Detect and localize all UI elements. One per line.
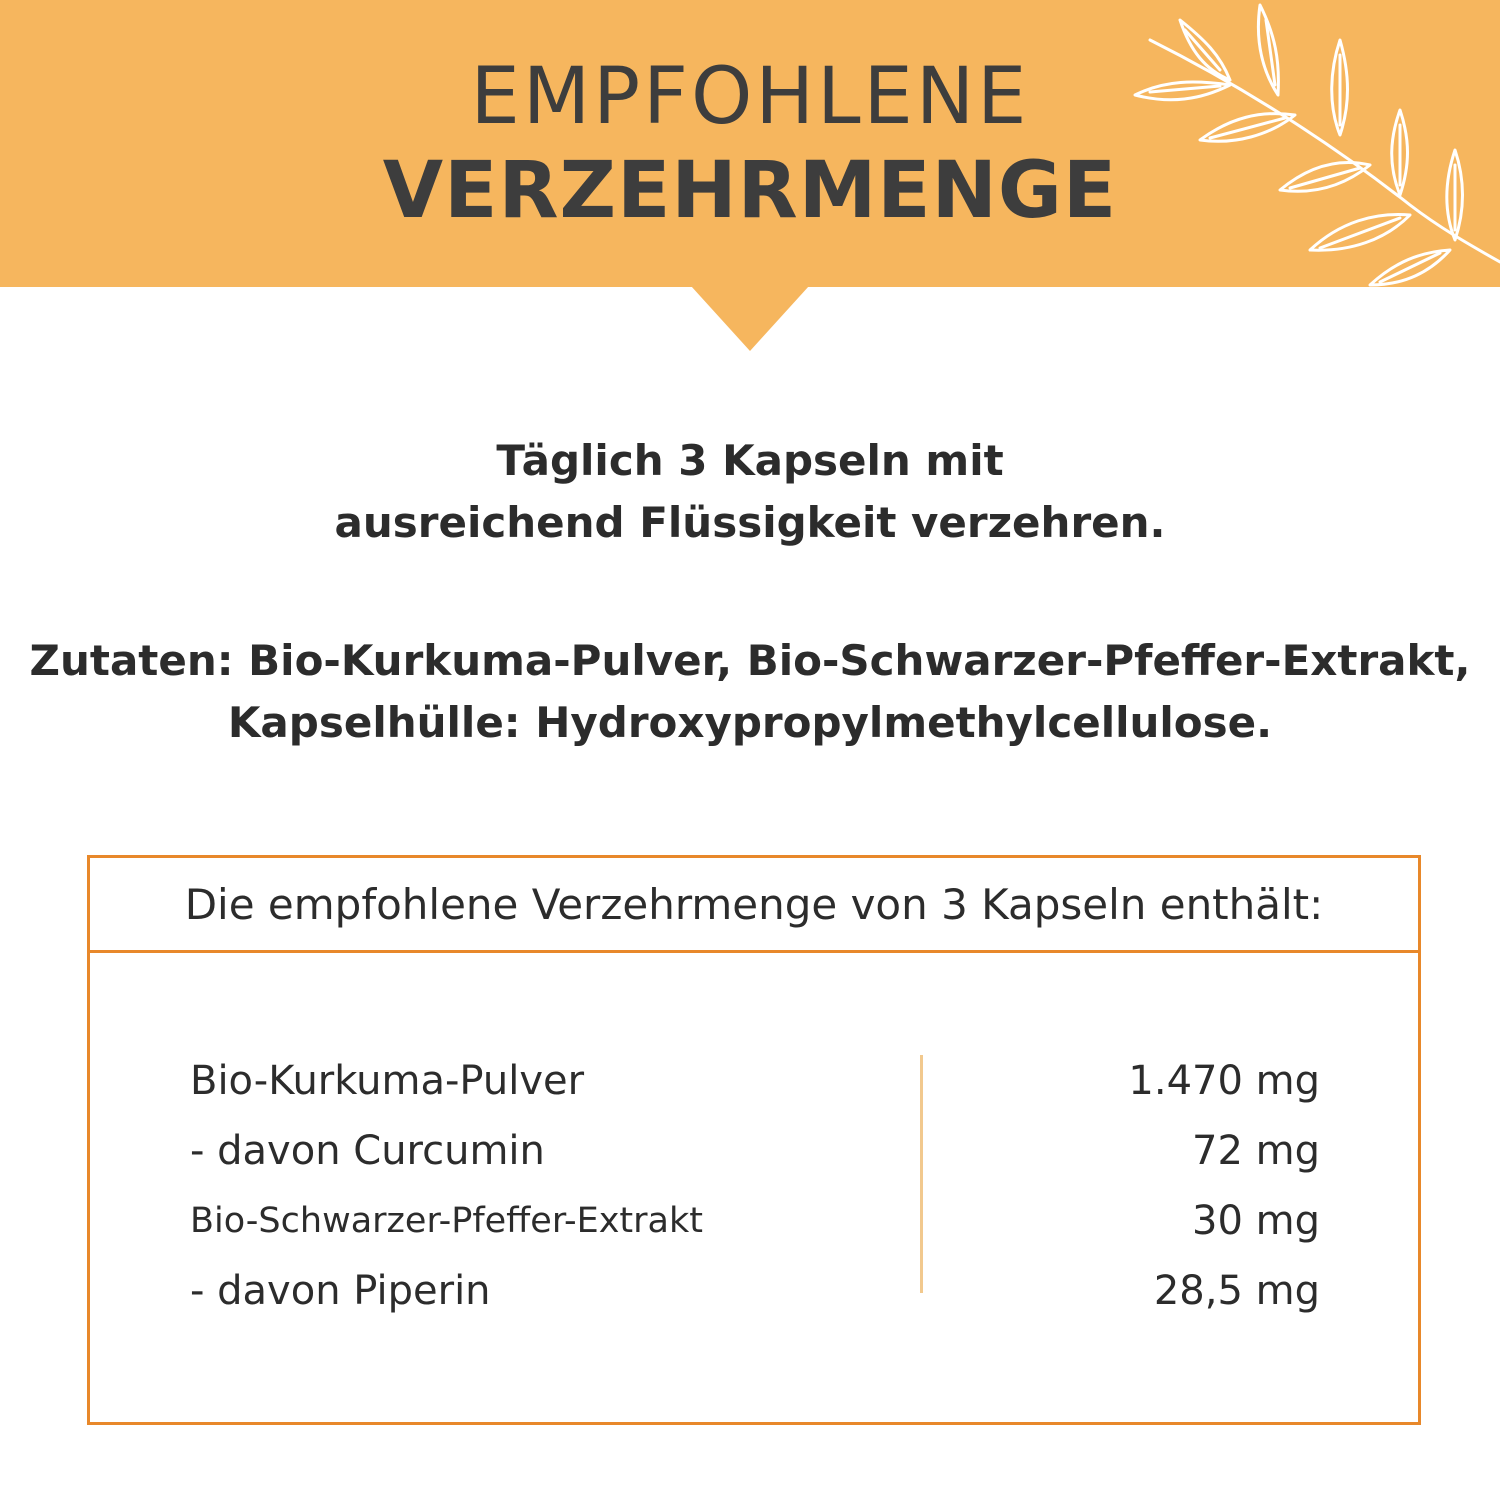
table-heading: Die empfohlene Verzehrmenge von 3 Kapseln enthält: [90, 858, 1418, 953]
row-name: Bio-Schwarzer-Pfeffer-Extrakt [190, 1201, 703, 1241]
title-line-2: VERZEHRMENGE [382, 146, 1118, 236]
row-amount: 1.470 mg [1128, 1058, 1320, 1104]
row-name: - davon Curcumin [190, 1128, 545, 1174]
instruction-line-2: ausreichend Flüssigkeit verzehren. [334, 498, 1166, 547]
banner-pointer [691, 286, 809, 351]
table-row [190, 1121, 1320, 1181]
column-divider [920, 1055, 923, 1293]
title-line-1: EMPFOHLENE [470, 52, 1030, 142]
instruction-line-1: Täglich 3 Kapseln mit [496, 436, 1004, 485]
nutrition-table [87, 855, 1421, 1425]
table-row [190, 1191, 1320, 1251]
header-banner [0, 0, 1500, 287]
row-name: Bio-Kurkuma-Pulver [190, 1058, 585, 1104]
row-amount: 28,5 mg [1153, 1268, 1320, 1314]
table-row [190, 1051, 1320, 1111]
ingredients-line-2: Kapselhülle: Hydroxypropylmethylcellulose. [227, 698, 1273, 747]
row-name: - davon Piperin [190, 1268, 491, 1314]
row-amount: 72 mg [1192, 1128, 1320, 1174]
row-amount: 30 mg [1192, 1198, 1320, 1244]
table-row [190, 1261, 1320, 1321]
ingredients-line-1: Zutaten: Bio-Kurkuma-Pulver, Bio-Schwarzer-Pfeffer-Extrakt, [29, 636, 1471, 685]
leaf-branch-icon [1110, 0, 1500, 287]
